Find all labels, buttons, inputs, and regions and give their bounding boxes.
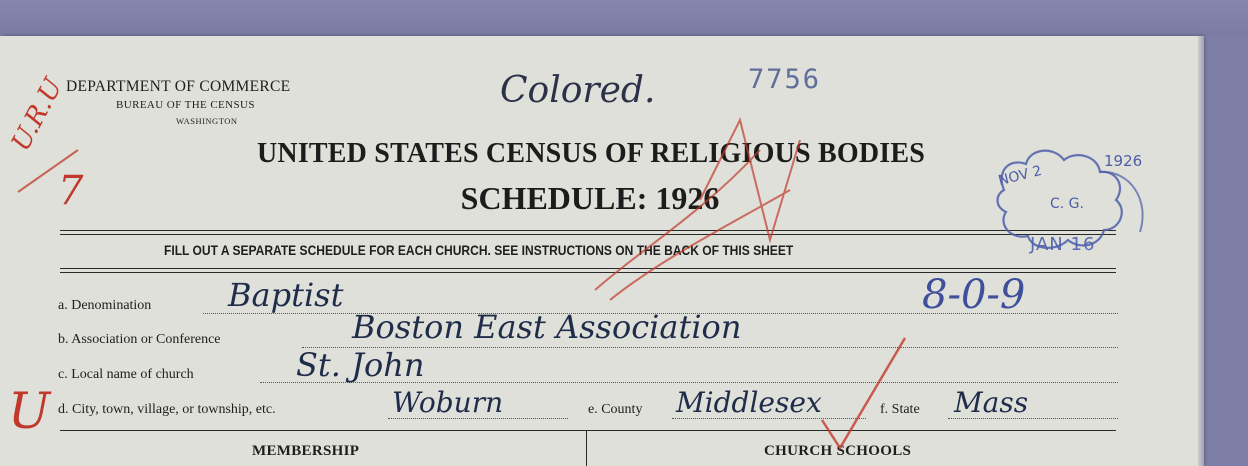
city-value: Woburn [392, 386, 504, 419]
schedule-number-stamp: 7756 [748, 64, 822, 95]
church-name-label: c. Local name of church [58, 367, 194, 382]
stamp-received-date: NOV 2 [996, 162, 1044, 190]
stamp-initials: C. G. [1050, 196, 1084, 212]
denomination-label: a. Denomination [58, 298, 152, 313]
blue-code: 8-0-9 [922, 272, 1026, 318]
city-label: d. City, town, village, or township, etc. [58, 402, 276, 417]
county-label: e. County [588, 402, 643, 417]
margin-letter-red: U [8, 382, 51, 440]
stamp-outline [998, 151, 1122, 248]
form-subtitle: SCHEDULE: 1926 [460, 180, 720, 216]
stamp-outer-arc [1100, 172, 1143, 232]
state-value: Mass [954, 386, 1029, 419]
county-value: Middlesex [676, 386, 822, 419]
red-pencil-checkmark [822, 338, 905, 448]
stamp-year: 1926 [1104, 152, 1143, 170]
bureau-heading: BUREAU OF THE CENSUS [116, 99, 255, 111]
church-schools-heading: CHURCH SCHOOLS [764, 443, 912, 459]
red-pencil-scribble [595, 120, 800, 300]
handwritten-colored-note: Colored. [500, 70, 656, 111]
instruction-line: FILL OUT A SEPARATE SCHEDULE FOR EACH CHURCH. SEE INSTRUCTIONS ON THE BACK OF THIS SHEET [164, 242, 794, 258]
membership-heading: MEMBERSHIP [252, 443, 360, 459]
denomination-value: Baptist [228, 276, 344, 314]
margin-number-red: 7 [58, 168, 84, 214]
form-title: UNITED STATES CENSUS OF RELIGIOUS BODIES [256, 138, 925, 169]
stamp-processed-date: JAN 16 [1030, 234, 1096, 255]
church-name-value: St. John [296, 346, 425, 384]
association-label: b. Association or Conference [58, 332, 221, 347]
red-pencil-margin-slash [18, 150, 78, 192]
state-label: f. State [880, 402, 920, 417]
margin-code-red: U.R.U [6, 73, 69, 157]
association-value: Boston East Association [352, 308, 742, 346]
department-heading: DEPARTMENT OF COMMERCE [66, 78, 291, 95]
city-heading: WASHINGTON [176, 116, 238, 126]
